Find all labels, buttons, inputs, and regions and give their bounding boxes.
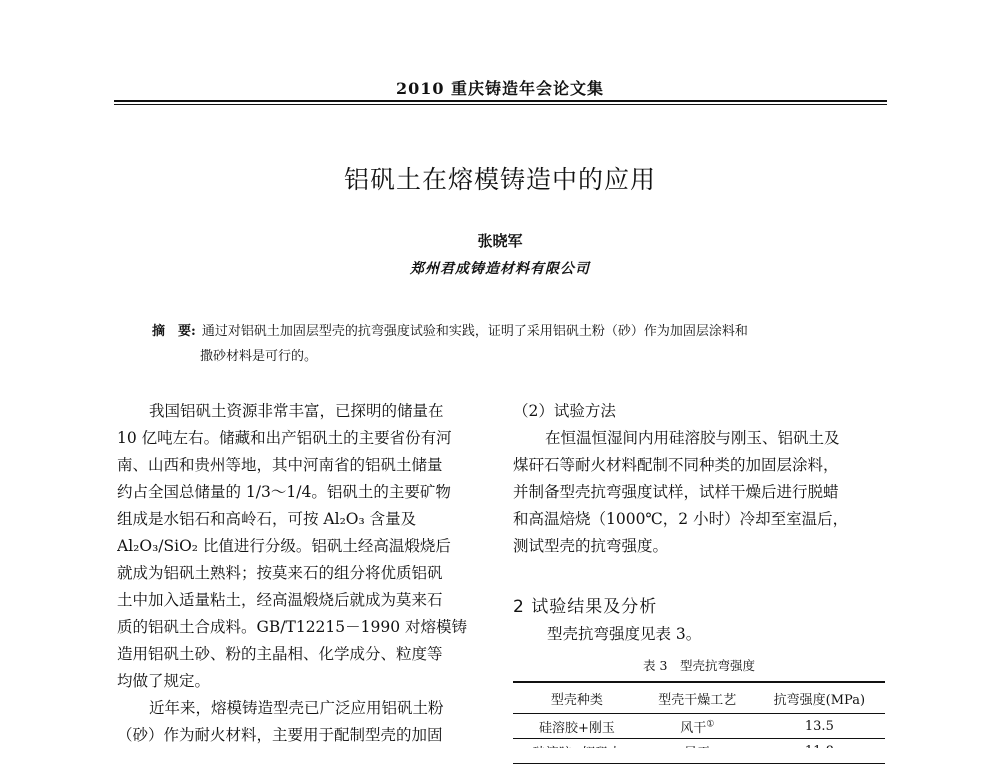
body-line: 质的铝矾土合成料。GB/T12215－1990 对熔模铸: [117, 618, 468, 636]
body-line: （砂）作为耐火材料，主要用于配制型壳的加固: [117, 726, 443, 744]
body-line: 我国铝矾土资源非常丰富，已探明的储量在: [149, 402, 444, 420]
body-line: 造用铝矾土砂、粉的主晶相、化学成分、粒度等: [117, 645, 443, 663]
page-bottom-edge: [0, 748, 1000, 760]
drying-text: 风干: [680, 720, 707, 736]
body-line: 南、山西和贵州等地，其中河南省的铝矾土储量: [117, 456, 443, 474]
table-caption: 表 3 型壳抗弯强度: [643, 658, 755, 673]
body-line: Al₂O₃/SiO₂ 比值进行分级。铝矾土经高温煅烧后: [117, 537, 451, 555]
body-line: 就成为铝矾土熟料；按莫来石的组分将优质铝矾: [117, 564, 443, 582]
body-line: 测试型壳的抗弯强度。: [513, 537, 669, 555]
table-header-row: [513, 682, 885, 714]
column-header: 型壳种类: [513, 682, 641, 714]
section-heading: 2 试验结果及分析: [513, 597, 658, 617]
abstract-text-1: 通过对铝矾土加固层型壳的抗弯强度试验和实践，证明了采用铝矾土粉（砂）作为加固层涂料和: [201, 324, 748, 339]
journal-header: 2010 重庆铸造年会论文集: [395, 79, 605, 98]
cell-shell-type: 硅溶胶+刚玉: [513, 714, 641, 739]
table-row: [513, 714, 885, 739]
footnote-mark: ①: [706, 719, 715, 730]
column-header: 抗弯强度(MPa): [754, 682, 885, 714]
header-rule: [114, 100, 887, 102]
body-line: 煤矸石等耐火材料配制不同种类的加固层涂料，: [513, 456, 839, 474]
abstract: [152, 319, 872, 369]
column-header: 型壳干燥工艺: [641, 682, 754, 714]
body-line: 并制备型壳抗弯强度试样，试样干燥后进行脱蜡: [513, 483, 839, 501]
body-line: 土中加入适量粘土，经高温煅烧后就成为莫来石: [117, 591, 443, 609]
author-affiliation: 郑州君成铸造材料有限公司: [410, 261, 590, 277]
body-line: 10 亿吨左右。储藏和出产铝矾土的主要省份有河: [117, 429, 452, 447]
body-line: 均做了规定。: [117, 672, 211, 690]
body-line: 在恒温恒湿间内用硅溶胶与刚玉、铝矾土及: [545, 429, 840, 447]
right-column: [513, 398, 885, 560]
header-rule-thin: [114, 104, 887, 105]
author-name: 张晓军: [477, 232, 523, 250]
table-intro: 型壳抗弯强度见表 3。: [547, 625, 702, 643]
abstract-first-line: [152, 319, 872, 344]
method-heading: （2）试验方法: [513, 402, 616, 420]
body-line: 和高温焙烧（1000℃，2 小时）冷却至室温后，: [513, 510, 849, 528]
abstract-text-2: 撒砂材料是可行的。: [200, 349, 318, 364]
abstract-label: 摘 要:: [152, 324, 196, 339]
cell-drying: [641, 714, 754, 739]
body-line: 约占全国总储量的 1/3～1/4。铝矾土的主要矿物: [117, 483, 451, 501]
cell-strength: 13.5: [754, 714, 885, 739]
body-line: 组成是水铝石和高岭石，可按 Al₂O₃ 含量及: [117, 510, 417, 528]
body-line: 近年来，熔模铸造型壳已广泛应用铝矾土粉: [149, 699, 444, 717]
left-column: [117, 398, 495, 749]
paper-title: 铝矾土在熔模铸造中的应用: [343, 165, 656, 194]
